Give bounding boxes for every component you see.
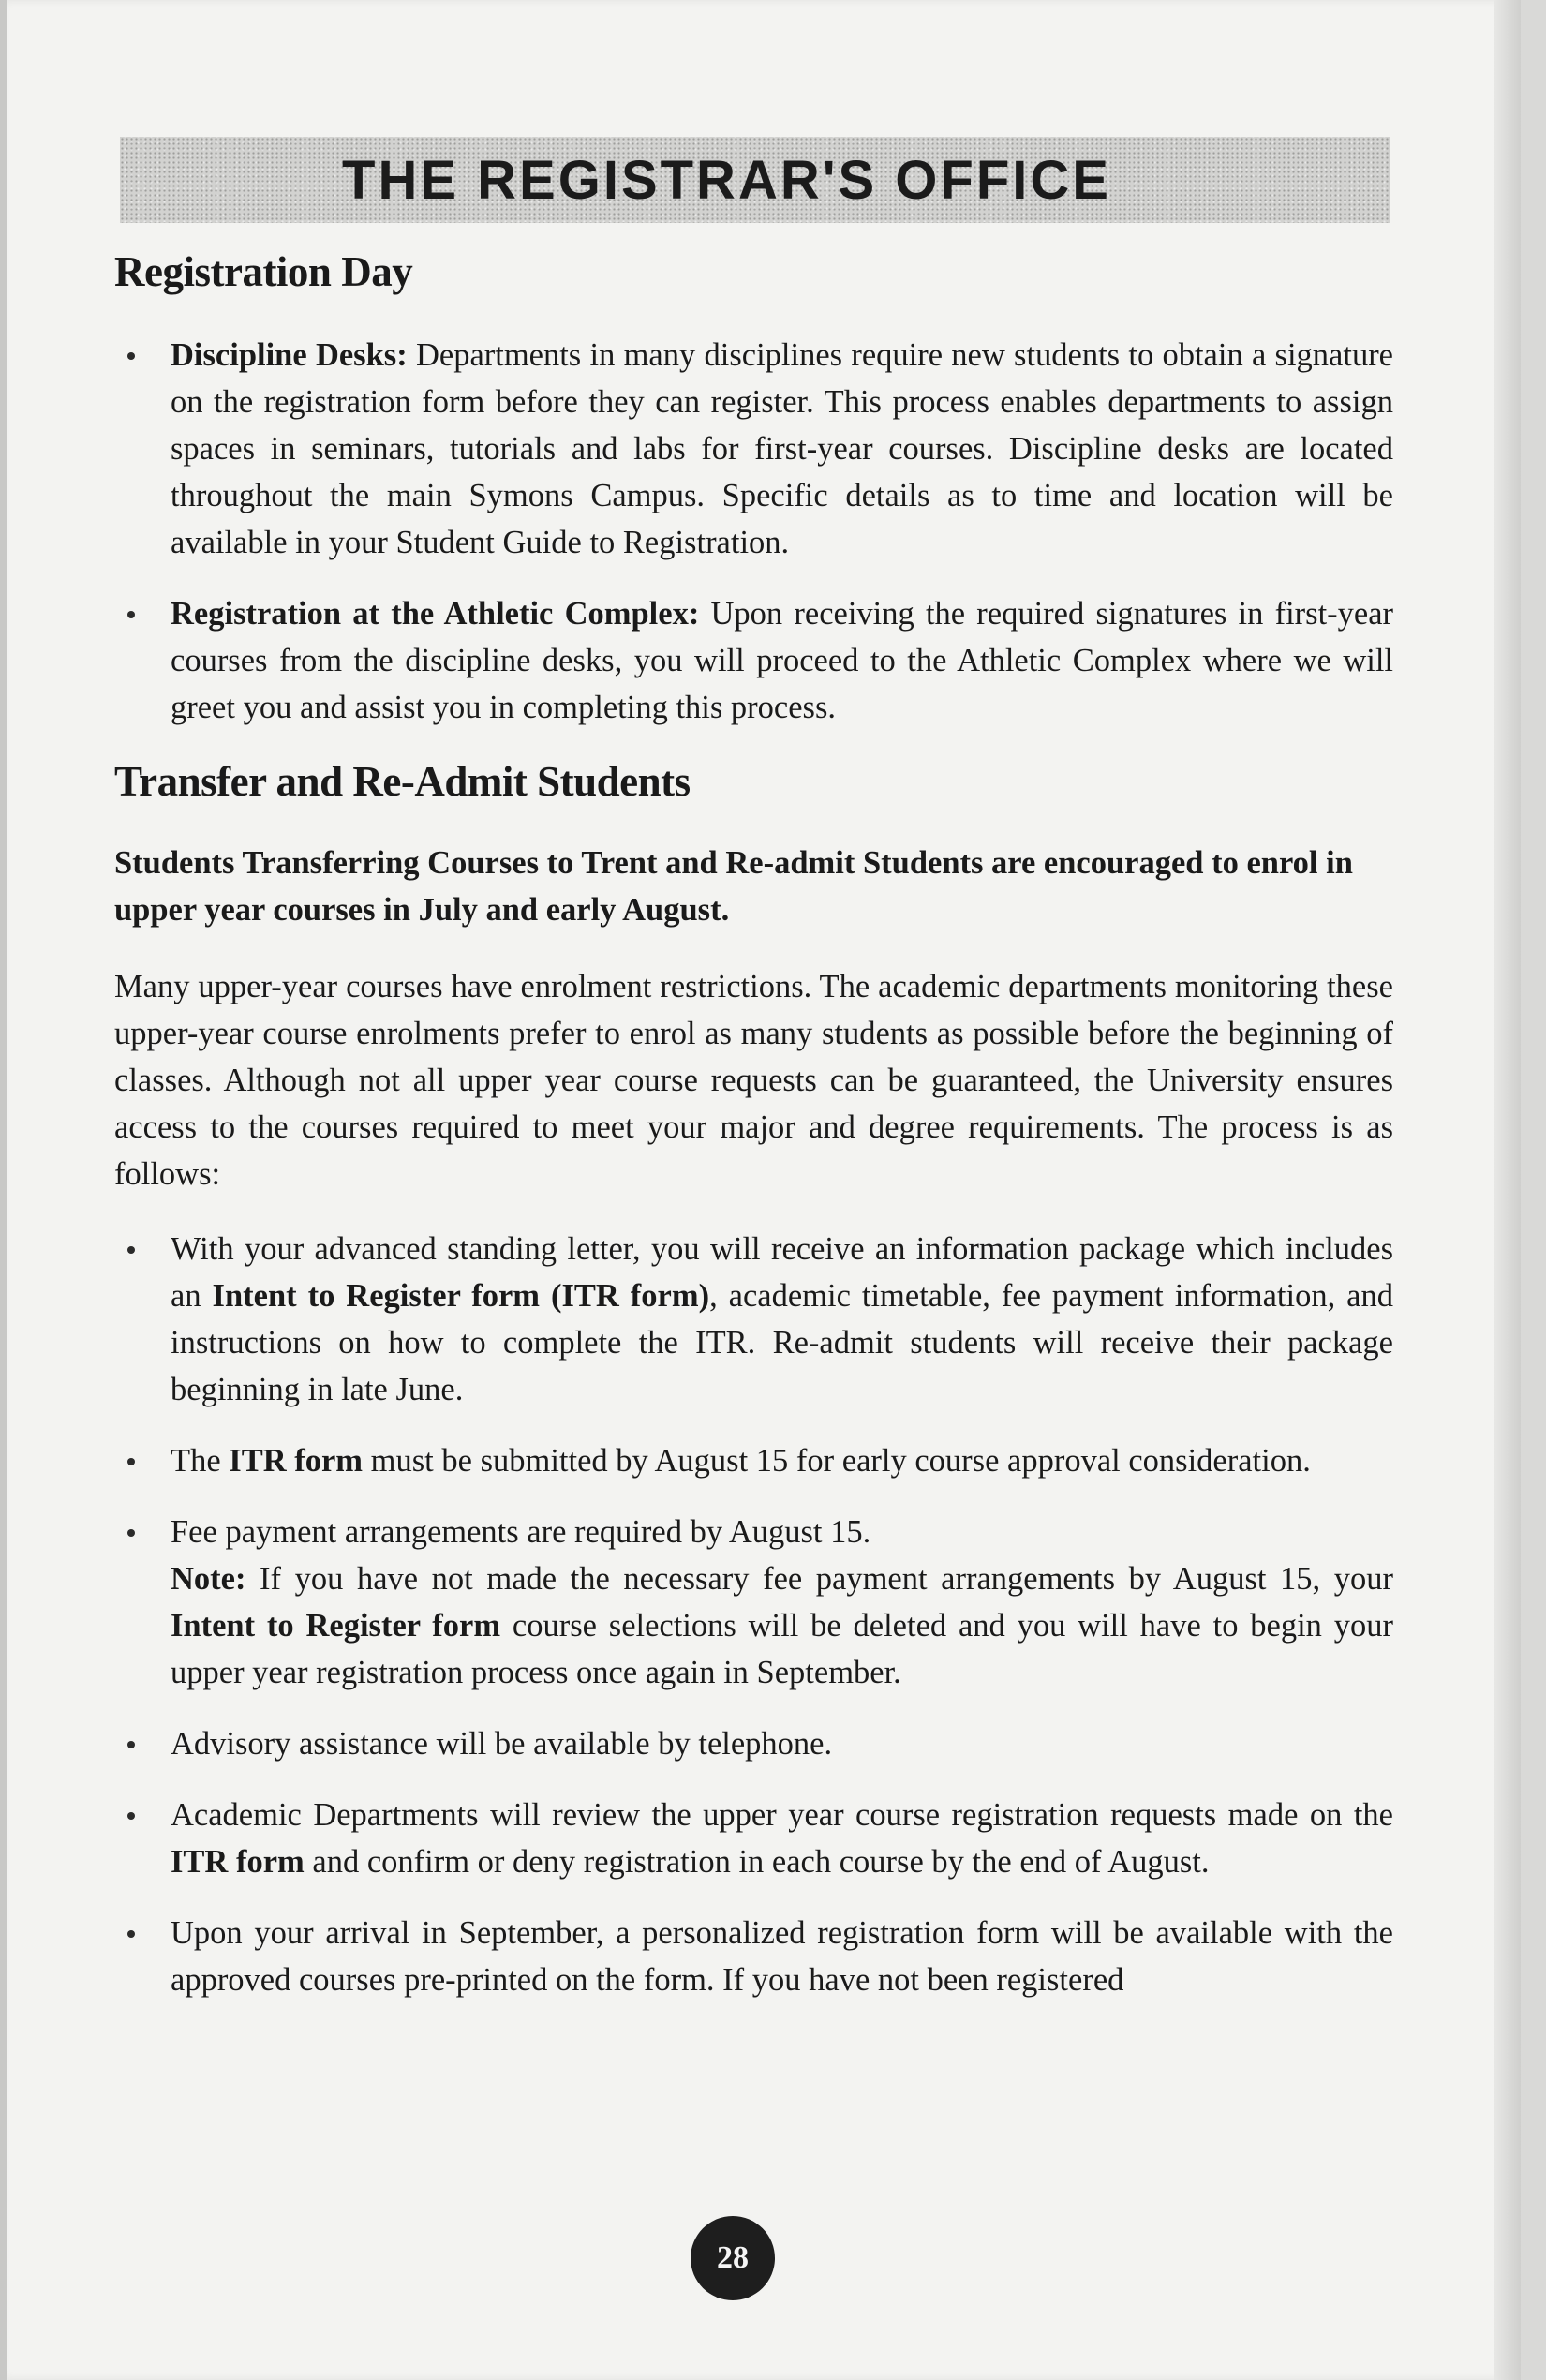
item-text: Upon your arrival in September, a personalized registration form will be available with the approved courses pre-printed on the form. If you have not been registered (171, 1915, 1393, 1998)
item-text: must be submitted by August 15 for early course approval consideration. (363, 1443, 1311, 1479)
transfer-lead-text: Students Transferring Courses to Trent and Re-admit Students are encouraged to enrol in upper year courses in July and early August. (114, 845, 1353, 928)
list-item-itr-deadline (114, 1437, 1393, 1484)
transfer-process-list (114, 1226, 1393, 2003)
list-item-athletic-complex (114, 590, 1393, 731)
item-text: Upon receiving the required signatures in first-year courses from the discipline desks, you will proceed to the Athletic Complex where we will greet you and assist you in completing this process. (171, 596, 1394, 725)
list-item-advanced-standing (114, 1226, 1393, 1413)
page-content (114, 247, 1393, 2028)
note-label: Note: (171, 1561, 246, 1597)
banner-title: THE REGISTRAR'S OFFICE (342, 149, 1111, 211)
heading-transfer-readmit: Transfer and Re-Admit Students (114, 758, 691, 805)
item-text: Departments in many disciplines require new students to obtain a signature on the registration form before they can register. This process enables departments to assign spaces in seminars, tutorials and labs for first-year courses. Discipline desks are located throughout the main Symons Campus. Specific details as to time and location will be available in your Student Guide to Registration. (171, 337, 1393, 560)
item-text: Advisory assistance will be available by telephone. (171, 1726, 833, 1762)
page-right-edge (1494, 0, 1521, 2380)
item-label: Registration at the Athletic Complex: (171, 596, 700, 632)
transfer-intro-paragraph: Many upper-year courses have enrolment restrictions. The academic departments monitoring these upper-year course enrolments prefer to enrol as many students as possible before the beginning of classes. Although not all upper year course requests can be guaranteed, the University ensures access to the courses required to meet your major and degree requirements. The process is as follows: (114, 969, 1393, 1192)
item-text: and confirm or deny registration in each course by the end of August. (304, 1844, 1210, 1880)
list-item-discipline-desks (114, 332, 1393, 566)
section-banner (120, 137, 1390, 223)
item-text: course selections will be deleted and you will have to begin your upper year registration process once again in September. (171, 1608, 1393, 1690)
item-bold-text: ITR form (229, 1443, 364, 1479)
list-item-fee-payment (114, 1509, 1393, 1696)
heading-registration-day: Registration Day (114, 248, 413, 295)
item-text: With your advanced standing letter, you will receive an information package which includes an (171, 1231, 1393, 1314)
list-item-advisory (114, 1720, 1393, 1767)
item-text: Fee payment arrangements are required by August 15. (171, 1514, 871, 1550)
page-number-badge: 28 (691, 2216, 775, 2300)
registration-day-list (114, 332, 1393, 731)
item-bold-text: Intent to Register form (171, 1608, 501, 1644)
list-item-department-review (114, 1792, 1393, 1885)
item-text: , academic timetable, fee payment information, and instructions on how to complete the ITR. Re-admit students will receive their package beginning in late June. (171, 1278, 1393, 1407)
item-text: If you have not made the necessary fee payment arrangements by August 15, your (245, 1561, 1393, 1597)
scan-left-edge (0, 0, 7, 2380)
list-item-september-arrival (114, 1910, 1393, 2003)
item-bold-text: Intent to Register form (ITR form) (212, 1278, 710, 1314)
item-text: The (171, 1443, 230, 1479)
item-text: Academic Departments will review the upper year course registration requests made on the (171, 1797, 1393, 1833)
item-label: Discipline Desks: (171, 337, 408, 373)
item-bold-text: ITR form (171, 1844, 305, 1880)
